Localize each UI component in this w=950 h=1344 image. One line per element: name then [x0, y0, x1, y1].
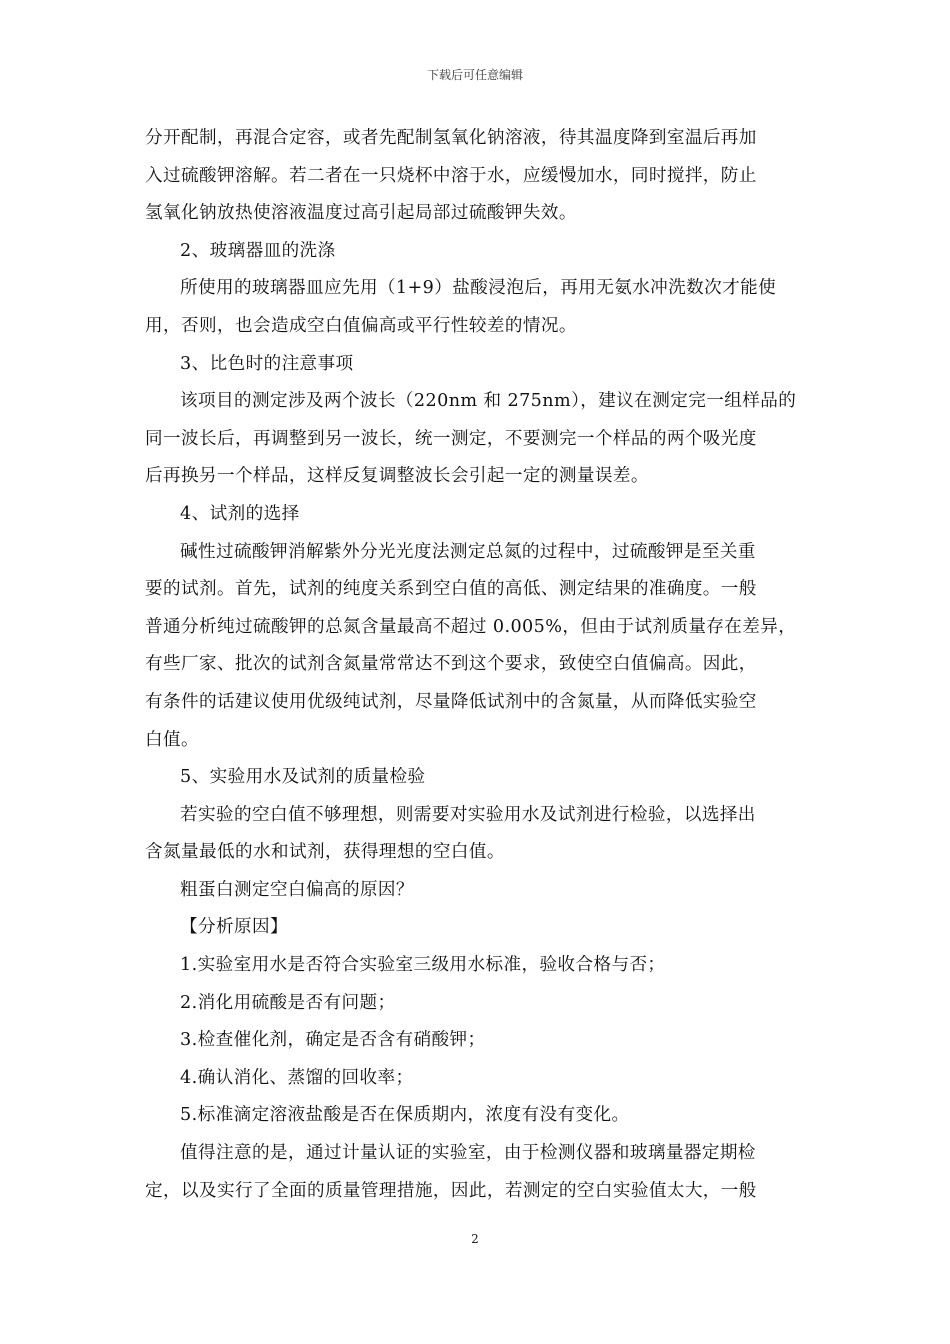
- text-line: 定，以及实行了全面的质量管理措施，因此，若测定的空白实验值太大，一般: [145, 1180, 757, 1201]
- text-line: 3、比色时的注意事项: [180, 353, 354, 374]
- text-line: 所使用的玻璃器皿应先用（1+9）盐酸浸泡后，再用无氨水冲洗数次才能使: [180, 278, 777, 299]
- text-line: 2、玻璃器皿的洗涤: [180, 240, 336, 261]
- text-line: 若实验的空白值不够理想，则需要对实验用水及试剂进行检验，以选择出: [180, 804, 756, 825]
- text-line: 【分析原因】: [180, 917, 288, 938]
- text-line: 同一波长后，再调整到另一波长，统一测定，不要测完一个样品的两个吸光度: [145, 428, 757, 449]
- document-body: [145, 120, 807, 1210]
- text-line: 值得注意的是，通过计量认证的实验室，由于检测仪器和玻璃量器定期检: [180, 1143, 756, 1164]
- text-line: 2.消化用硫酸是否有问题；: [180, 992, 396, 1013]
- text-line: 后再换另一个样品，这样反复调整波长会引起一定的测量误差。: [145, 466, 649, 487]
- text-line: 要的试剂。首先，试剂的纯度关系到空白值的高低、测定结果的准确度。一般: [145, 579, 757, 600]
- text-line: 分开配制，再混合定容，或者先配制氢氧化钠溶液，待其温度降到室温后再加: [145, 128, 757, 148]
- text-line: 入过硫酸钾溶解。若二者在一只烧杯中溶于水，应缓慢加水，同时搅拌，防止: [145, 165, 757, 186]
- text-line: 白值。: [145, 729, 199, 750]
- page-header: 下载后可任意编辑: [426, 68, 523, 82]
- text-line: 3.检查催化剂，确定是否含有硝酸钾；: [180, 1030, 486, 1051]
- text-line: 4.确认消化、蒸馏的回收率；: [180, 1067, 414, 1088]
- text-line: 有些厂家、批次的试剂含氮量常常达不到这个要求，致使空白值偏高。因此，: [145, 654, 757, 675]
- text-line: 4、试剂的选择: [180, 503, 300, 524]
- page-number: 2: [471, 1232, 479, 1246]
- text-line: 氢氧化钠放热使溶液温度过高引起局部过硫酸钾失效。: [145, 203, 577, 224]
- text-line: 5、实验用水及试剂的质量检验: [180, 767, 426, 788]
- text-line: 5.标准滴定溶液盐酸是否在保质期内，浓度有没有变化。: [180, 1105, 630, 1126]
- text-line: 1.实验室用水是否符合实验室三级用水标准，验收合格与否；: [180, 955, 666, 976]
- text-line: 有条件的话建议使用优级纯试剂，尽量降低试剂中的含氮量，从而降低实验空: [145, 691, 757, 712]
- text-line: 普通分析纯过硫酸钾的总氮含量最高不超过 0.005%，但由于试剂质量存在差异，: [145, 616, 797, 637]
- text-line: 该项目的测定涉及两个波长（220nm 和 275nm），建议在测定完一组样品的: [180, 391, 797, 412]
- text-line: 含氮量最低的水和试剂，获得理想的空白值。: [145, 842, 505, 863]
- text-line: 用，否则，也会造成空白值偏高或平行性较差的情况。: [145, 315, 577, 336]
- text-line: 粗蛋白测定空白偏高的原因？: [180, 879, 414, 900]
- text-line: 碱性过硫酸钾消解紫外分光光度法测定总氮的过程中，过硫酸钾是至关重: [180, 541, 756, 562]
